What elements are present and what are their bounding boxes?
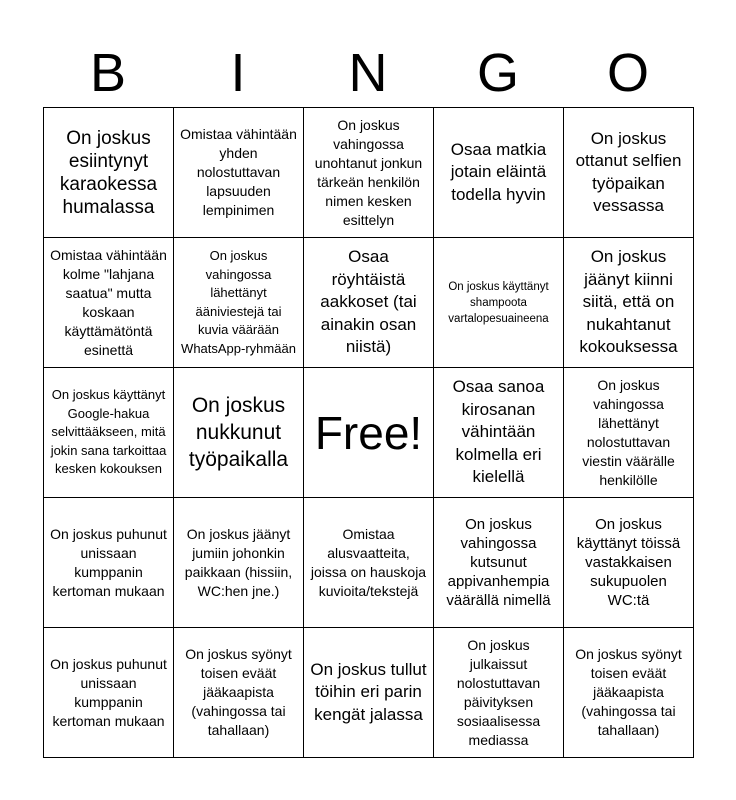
grid-row [44,238,694,368]
header-letter-n: N [348,43,388,103]
bingo-cell[interactable]: On joskus jäänyt jumiin johonkin paikkaan (hissiin, WC:hen jne.) [174,498,304,628]
bingo-cell[interactable]: On joskus nukkunut työpaikalla [174,368,304,498]
grid-row [44,498,694,628]
bingo-cell[interactable]: On joskus vahingossa lähettänyt nolostuttavan viestin väärälle henkilölle [564,368,694,498]
bingo-cell[interactable]: On joskus syönyt toisen eväät jääkaapista (vahingossa tai tahallaan) [564,628,694,758]
bingo-cell[interactable]: On joskus esiintynyt karaokessa humalassa [44,108,174,238]
bingo-cell[interactable]: On joskus syönyt toisen eväät jääkaapista (vahingossa tai tahallaan) [174,628,304,758]
bingo-header [43,40,693,106]
bingo-cell[interactable]: Omistaa vähintään kolme "lahjana saatua" mutta koskaan käyttämätöntä esinettä [44,238,174,368]
bingo-cell[interactable]: On joskus käyttänyt Google-hakua selvittääkseen, mitä jokin sana tarkoittaa kesken kokouksen [44,368,174,498]
bingo-cell[interactable]: Osaa röyhtäistä aakkoset (tai ainakin osan niistä) [304,238,434,368]
bingo-cell[interactable]: On joskus puhunut unissaan kumppanin kertoman mukaan [44,498,174,628]
grid-row [44,108,694,238]
bingo-cell[interactable]: On joskus julkaissut nolostuttavan päivityksen sosiaalisessa mediassa [434,628,564,758]
bingo-cell[interactable]: On joskus ottanut selfien työpaikan vessassa [564,108,694,238]
bingo-cell[interactable]: Omistaa vähintään yhden nolostuttavan lapsuuden lempinimen [174,108,304,238]
grid-row [44,368,694,498]
bingo-cell[interactable]: Osaa matkia jotain eläintä todella hyvin [434,108,564,238]
bingo-cell[interactable]: On joskus vahingossa unohtanut jonkun tärkeän henkilön nimen kesken esittelyn [304,108,434,238]
bingo-cell[interactable]: On joskus jäänyt kiinni siitä, että on nukahtanut kokouksessa [564,238,694,368]
header-letter-i: I [230,43,246,103]
grid-row [44,628,694,758]
bingo-cell[interactable]: Osaa sanoa kirosanan vähintään kolmella eri kielellä [434,368,564,498]
bingo-cell[interactable]: On joskus käyttänyt töissä vastakkaisen sukupuolen WC:tä [564,498,694,628]
header-letter-o: O [606,43,649,103]
bingo-cell[interactable]: On joskus käyttänyt shampoota vartalopesuaineena [434,238,564,368]
bingo-cell[interactable]: On joskus vahingossa kutsunut appivanhempia väärällä nimellä [434,498,564,628]
free-cell[interactable]: Free! [304,368,434,498]
bingo-cell[interactable]: Omistaa alusvaatteita, joissa on hauskoja kuvioita/tekstejä [304,498,434,628]
bingo-cell[interactable]: On joskus tullut töihin eri parin kengät jalassa [304,628,434,758]
bingo-cell[interactable]: On joskus puhunut unissaan kumppanin kertoman mukaan [44,628,174,758]
bingo-grid [43,107,694,758]
header-letter-b: B [89,43,127,103]
header-letter-g: G [476,43,519,103]
bingo-cell[interactable]: On joskus vahingossa lähettänyt ääniviestejä tai kuvia väärään WhatsApp-ryhmään [174,238,304,368]
